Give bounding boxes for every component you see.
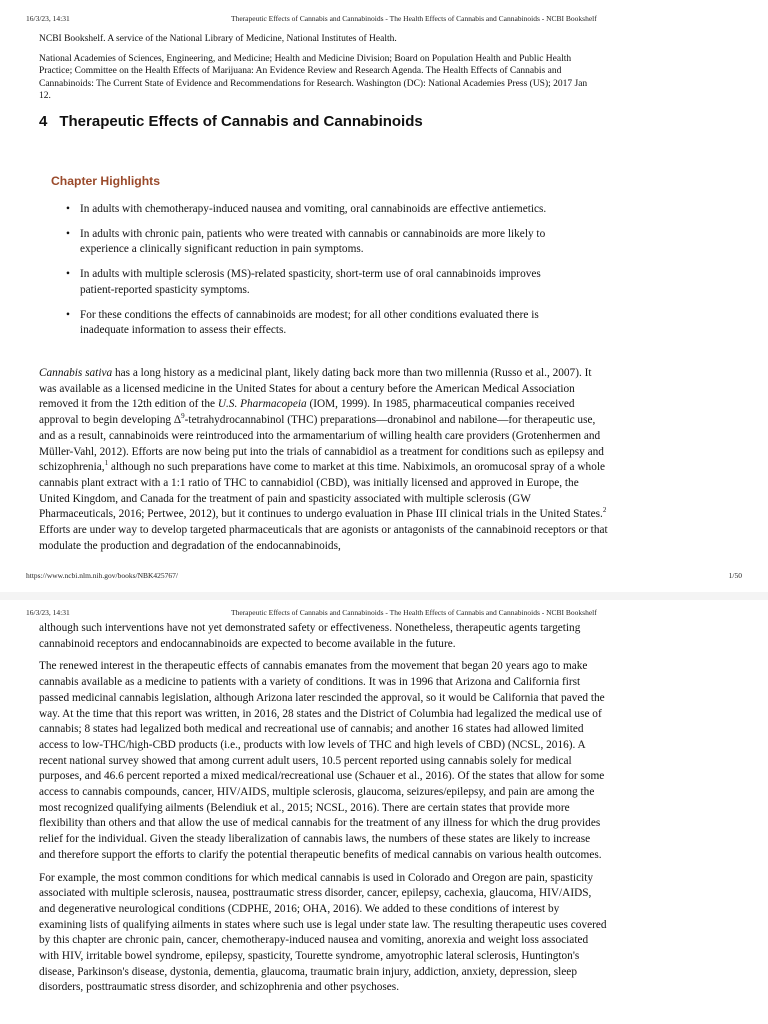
italic-term: U.S. Pharmacopeia [217,398,307,411]
highlight-item [66,267,566,298]
highlight-text: In adults with chemotherapy-induced nausea and vomiting, oral cannabinoids are effective antiemetics. [80,203,547,215]
italic-term: Cannabis sativa [39,367,113,379]
book-citation: National Academies of Sciences, Engineering, and Medicine; Health and Medicine Division; Board on Population Health and Public Health Practice; Committee on the Health Effects of Marijuana: An Evidence Review and Research Agenda. The Health Effects of Cannabis and Cannabinoids: The Current State of Evidence and Recommendations for Research. Washington (DC): National Academies Press (US); 2017 Jan 12. [39,54,588,101]
print-footer [26,571,742,583]
highlight-item [66,202,566,218]
highlight-text: For these conditions the effects of cannabinoids are modest; for all other conditions evaluated there is inadequate information to assess their effects. [80,308,539,337]
ncbi-service-line: NCBI Bookshelf. A service of the National Library of Medicine, National Institutes of Health. [39,34,397,44]
continuation-paragraph: although such interventions have not yet demonstrated safety or effectiveness. Nonetheless, therapeutic agents targeting cannabinoid receptors and endocannabinoids are expected to become available in the future. [39,622,581,650]
body-paragraph: For example, the most common conditions for which medical cannabis is used in Colorado and Oregon are pain, spasticity associated with multiple sclerosis, nausea, posttraumatic stress disorder, cancer, epilepsy, cachexia, glaucoma, HIV/AIDS, and degenerative neurological conditions (CDPHE, 2016; OHA, 2016). We added to these conditions of interest by examining lists of qualifying ailments in states where such use is legal under state law. The resulting therapeutic uses covered by this chapter are chronic pain, cancer, chemotherapy-induced nausea and vomiting, anorexia and weight loss associated with HIV, irritable bowel syndrome, epilepsy, spasticity, Tourette syndrome, amyotrophic lateral sclerosis, Huntington's disease, Parkinson's disease, dystonia, dementia, glaucoma, traumatic brain injury, addiction, anxiety, depression, sleep disorders, posttraumatic stress disorder, and schizophrenia and other psychoses. [39,871,607,994]
print-header [26,14,754,26]
text-run: has a long history as a medicinal plant, likely dating back more than two millennia (Russo et al., 2007). It was available as a licensed medicine in the United States for about a century before the American Medical Association removed it from the 12th edition of the [39,367,592,411]
highlight-item [66,227,566,258]
chapter-highlights-title: Chapter Highlights [51,174,161,188]
highlight-text: In adults with chronic pain, patients who were treated with cannabis or cannabinoids are more likely to experience a clinically significant reduction in pain symptoms. [80,227,546,256]
highlight-text: In adults with multiple sclerosis (MS)-related spasticity, short-term use of oral cannabinoids improves patient-reported spasticity symptoms. [80,268,541,296]
text-run: Efforts are under way to develop targeted pharmaceuticals that are agonists or antagonists of the cannabinoid receptors or that modulate the production and degradation of the endocannabinoids, [39,524,608,552]
bullet-icon: • [66,308,70,321]
text-run: (IOM, 1999). In 1985, pharmaceutical companies received approval to begin developing Δ [39,398,575,427]
page-separator [0,592,768,600]
print-page-number: 1/50 [728,571,742,580]
print-page-title: Therapeutic Effects of Cannabis and Cannabinoids - The Health Effects of Cannabis and Cannabinoids - NCBI Bookshelf [231,608,597,617]
superscript: 9 [181,412,185,421]
chapter-title: Therapeutic Effects of Cannabis and Cannabinoids [59,113,423,130]
intro-paragraph [39,366,609,554]
highlight-item [66,308,566,339]
print-page-title: Therapeutic Effects of Cannabis and Cannabinoids - The Health Effects of Cannabis and Cannabinoids - NCBI Bookshelf [231,14,597,23]
chapter-highlights-list [66,202,566,348]
print-timestamp: 16/3/23, 14:31 [26,14,70,23]
print-header [26,608,754,620]
footnote-ref-2[interactable]: 2 [602,506,607,515]
body-section [39,621,609,996]
print-timestamp: 16/3/23, 14:31 [26,608,70,617]
bullet-icon: • [66,227,70,240]
footnote-ref-1[interactable]: 1 [104,459,109,468]
text-run: -tetrahydrocannabinol (THC) preparations—dronabinol and nabilone—for therapeutic use, and as a result, cannabinoids were reintroduced into the armamentarium of willing health care providers (Grotenhermen and Müller-Vahl, 2012). Efforts are now being put into the trials of cannabidiol as a treatment for conditions such as epilepsy and schizophrenia, [39,414,604,474]
bullet-icon: • [66,268,70,281]
bullet-icon: • [66,203,70,215]
body-paragraph: The renewed interest in the therapeutic effects of cannabis emanates from the movement that began 20 years ago to make cannabis available as a medicine to patients with a variety of conditions. It was in 1996 that Arizona and California first passed medicinal cannabis legislation, although Arizona later rescinded the approval, so it would be California that paved the way. At the time that this report was written, in 2016, 28 states and the District of Columbia had legalized the medical use of cannabis; 8 states had legalized both medical and recreational use of cannabis; and another 16 states had allowed limited access to low-THC/high-CBD products (i.e., products with low levels of THC and high levels of CBD) (NCSL, 2016). A recent national survey showed that among current adult users, 10.5 percent reported using cannabis solely for medical purposes, and 46.6 percent reported a mixed medical/recreational use (Schauer et al., 2016). Of the states that allow for some access to cannabis compounds, cancer, HIV/AIDS, multiple sclerosis, glaucoma, seizures/epilepsy, and pain are among the most recognized qualifying ailments (Belendiuk et al., 2015; NCSL, 2016). There are certain states that provide more flexibility than others and that allow the use of medical cannabis for the treatment of any illness for which the drug provides relief for the individual. Given the steady liberalization of cannabis laws, the numbers of these states are likely to increase and therefore support the efforts to clarify the potential therapeutic benefits of medical cannabis on various health outcomes. [39,660,605,861]
print-page-2 [0,600,768,1024]
chapter-number: 4 [39,113,48,130]
chapter-heading [39,113,423,130]
intro-section [39,366,609,554]
print-url: https://www.ncbi.nlm.nih.gov/books/NBK425767/ [26,571,179,580]
text-run: although no such preparations have come to market at this time. Nabiximols, an oromucosal spray of a whole cannabis plant extract with a 1:1 ratio of THC to cannabidiol (CBD), was initially licensed and approved in Europe, the United Kingdom, and Canada for the treatment of pain and spasticity associated with multiple sclerosis (GW Pharmaceuticals, 2016; Pertwee, 2012), but it continues to undergo evaluation in Phase III clinical trials in the United States. [39,461,605,521]
